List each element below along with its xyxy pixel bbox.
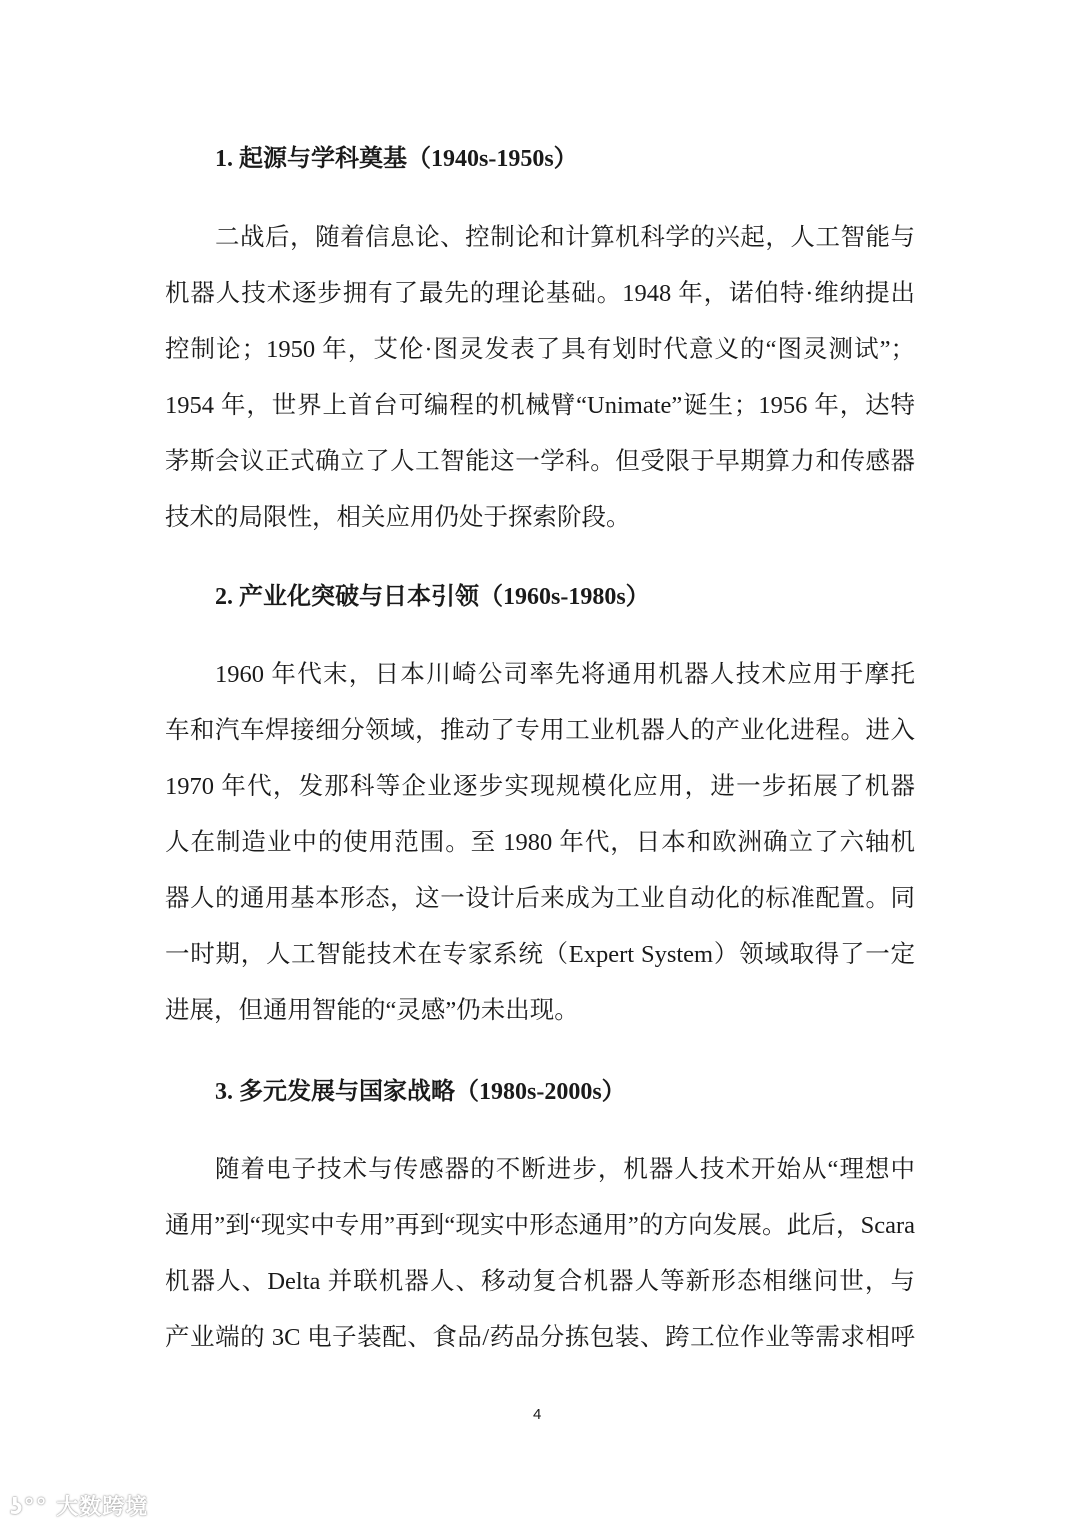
text-line: 机器人技术逐步拥有了最先的理论基础。1948 年，诺伯特·维纳提出 bbox=[165, 280, 915, 307]
text-line: 器人的通用基本形态，这一设计后来成为工业自动化的标准配置。同 bbox=[165, 885, 915, 912]
text-line: 一时期，人工智能技术在专家系统（Expert System）领域取得了一定 bbox=[165, 941, 915, 968]
text-line: 控制论；1950 年，艾伦·图灵发表了具有划时代意义的“图灵测试”； bbox=[165, 336, 915, 363]
watermark-icon: ʖ°° bbox=[10, 1495, 48, 1520]
text-line: 1960 年代末，日本川崎公司率先将通用机器人技术应用于摩托 bbox=[215, 661, 915, 688]
text-line: 通用”到“现实中专用”再到“现实中形态通用”的方向发展。此后，Scara bbox=[165, 1212, 915, 1239]
text-line: 1954 年，世界上首台可编程的机械臂“Unimate”诞生；1956 年，达特 bbox=[165, 392, 915, 419]
text-line: 1970 年代，发那科等企业逐步实现规模化应用，进一步拓展了机器 bbox=[165, 773, 915, 800]
paragraph-3 bbox=[165, 1142, 915, 1366]
page-number: 4 bbox=[533, 1406, 542, 1423]
text-line: 车和汽车焊接细分领域，推动了专用工业机器人的产业化进程。进入 bbox=[165, 717, 915, 744]
text-line: 产业端的 3C 电子装配、食品/药品分拣包装、跨工位作业等需求相呼 bbox=[165, 1324, 915, 1351]
paragraph-1 bbox=[165, 210, 915, 546]
watermark-text: 大数跨境 bbox=[56, 1495, 149, 1520]
section-heading-1: 1. 起源与学科奠基（1940s-1950s） bbox=[215, 146, 578, 172]
text-line: 随着电子技术与传感器的不断进步，机器人技术开始从“理想中 bbox=[215, 1156, 915, 1183]
section-heading-3: 3. 多元发展与国家战略（1980s-2000s） bbox=[215, 1079, 626, 1105]
watermark-logo bbox=[10, 1490, 148, 1521]
text-line: 机器人、Delta 并联机器人、移动复合机器人等新形态相继问世，与 bbox=[165, 1268, 915, 1295]
text-line: 进展，但通用智能的“灵感”仍未出现。 bbox=[165, 997, 579, 1024]
text-line: 技术的局限性，相关应用仍处于探索阶段。 bbox=[165, 504, 631, 531]
text-line: 茅斯会议正式确立了人工智能这一学科。但受限于早期算力和传感器 bbox=[165, 448, 915, 475]
paragraph-2 bbox=[165, 647, 915, 1039]
section-heading-2: 2. 产业化突破与日本引领（1960s-1980s） bbox=[215, 584, 650, 610]
text-line: 人在制造业中的使用范围。至 1980 年代，日本和欧洲确立了六轴机 bbox=[165, 829, 915, 856]
text-line: 二战后，随着信息论、控制论和计算机科学的兴起，人工智能与 bbox=[215, 224, 915, 251]
